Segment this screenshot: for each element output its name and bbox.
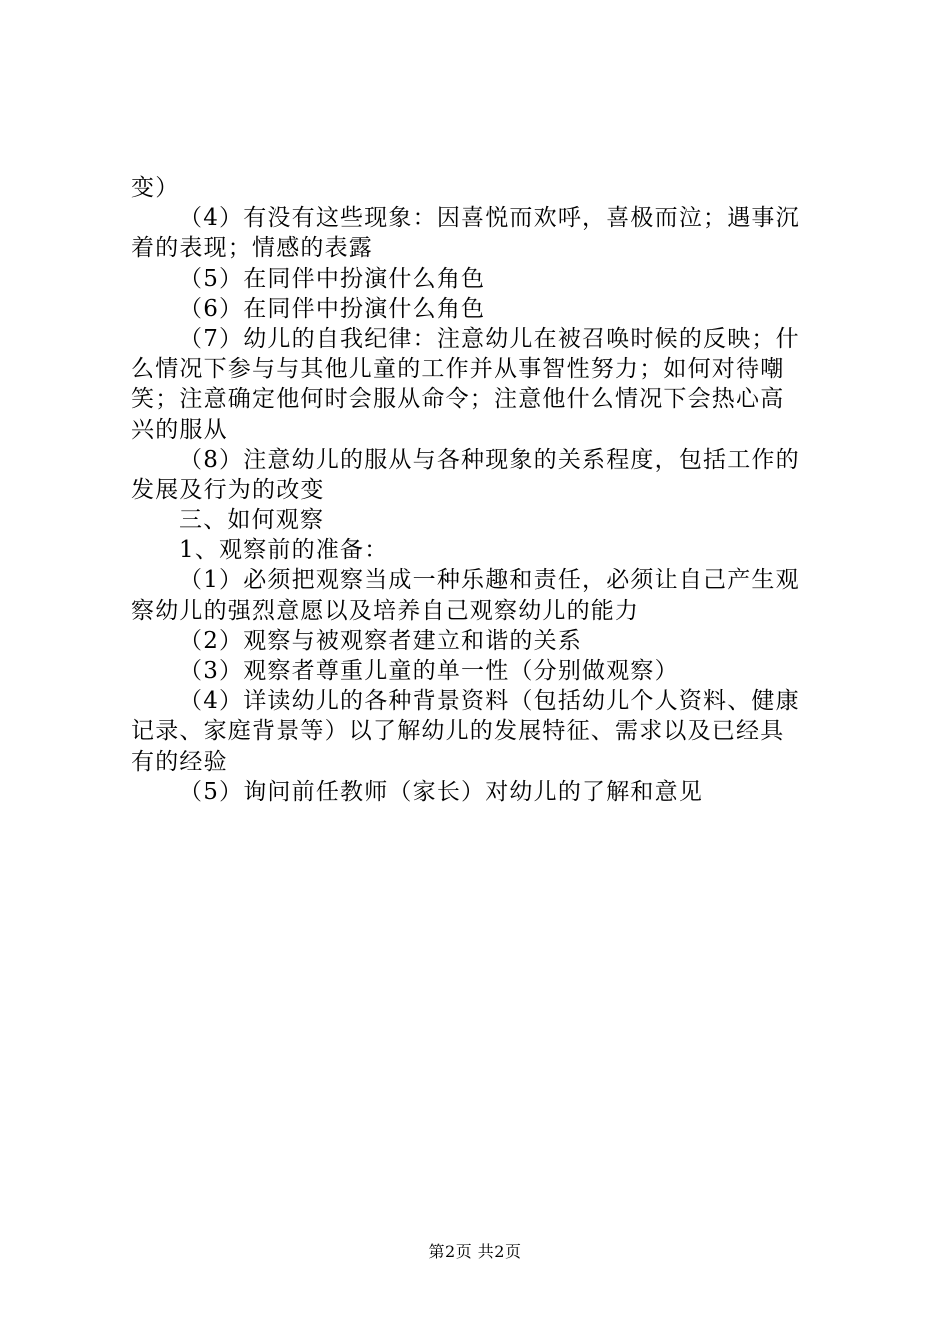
page-total: 共2页 (477, 1242, 522, 1261)
text-line: 发展及行为的改变 (131, 476, 325, 503)
text-line: （4）详读幼儿的各种背景资料（包括幼儿个人资料、健康 (179, 688, 800, 715)
text-line: （3）观察者尊重儿童的单一性（分别做观察） (179, 658, 679, 684)
text-line: 么情况下参与与其他儿童的工作并从事智性努力；如何对待嘲 (131, 356, 785, 383)
page-number: 第2页 (428, 1242, 473, 1261)
text-line: 变） (131, 175, 180, 201)
subsection-heading: 1、观察前的准备： (179, 537, 389, 564)
section-heading: 三、如何观察 (179, 507, 325, 534)
text-line: （4）有没有这些现象：因喜悦而欢呼，喜极而泣；遇事沉 (179, 205, 800, 232)
document-body (131, 173, 831, 807)
text-line: 兴的服从 (131, 416, 228, 443)
text-line: （7）幼儿的自我纪律：注意幼儿在被召唤时候的反映；什 (179, 325, 800, 352)
text-line: （5）询问前任教师（家长）对幼儿的了解和意见 (179, 778, 704, 805)
text-line: 着的表现；情感的表露 (131, 235, 373, 262)
text-line: （5）在同伴中扮演什么角色 (179, 265, 486, 292)
text-line: （6）在同伴中扮演什么角色 (179, 295, 486, 322)
text-line: 有的经验 (131, 748, 228, 775)
text-line: 记录、家庭背景等）以了解幼儿的发展特征、需求以及已经具 (131, 718, 785, 745)
text-line: （1）必须把观察当成一种乐趣和责任，必须让自己产生观 (179, 567, 800, 594)
text-line: （8）注意幼儿的服从与各种现象的关系程度，包括工作的 (179, 446, 800, 473)
text-line: 笑；注意确定他何时会服从命令；注意他什么情况下会热心高 (131, 386, 785, 413)
text-line: （2）观察与被观察者建立和谐的关系 (179, 627, 583, 654)
page-footer (0, 1242, 950, 1262)
text-line: 察幼儿的强烈意愿以及培养自己观察幼儿的能力 (131, 597, 640, 624)
